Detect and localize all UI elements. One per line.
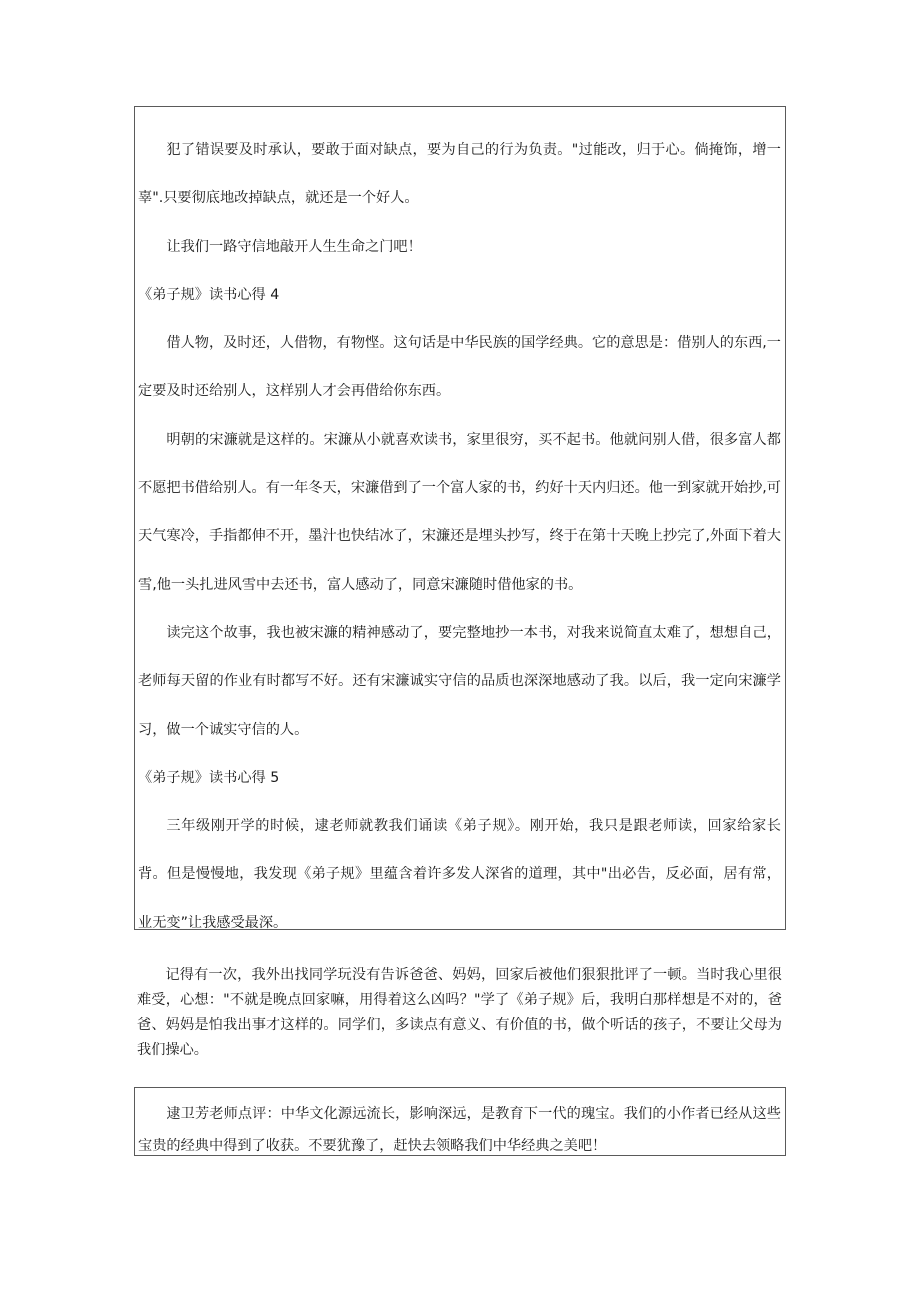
paragraph-borrowing: 借人物，及时还，人借物，有物悭。这句话是中华民族的国学经典。它的意思是：借别人的东西,一定要及时还给别人，这样别人才会再借给你东西。 — [138, 335, 781, 400]
section-heading-5: 《弟子规》读书心得 5 — [138, 769, 280, 786]
paragraph-admit-mistakes: 犯了错误要及时承认，要敢于面对缺点，要为自己的行为负责。"过能改，归于心。倘掩饰，增一辜".只要彻底地改掉缺点，就还是一个好人。 — [138, 142, 781, 207]
paragraph-reflection: 读完这个故事，我也被宋濂的精神感动了，要完整地抄一本书，对我来说简直太难了，想想自己，老师每天留的作业有时都写不好。还有宋濂诚实守信的品质也深深地感动了我。以后，我一定向宋濂学习，做一个诚实守信的人。 — [138, 624, 781, 738]
paragraph-keep-faith: 让我们一路守信地敲开人生生命之门吧！ — [166, 238, 422, 255]
essay-box — [134, 106, 786, 930]
paragraph-going-out: 记得有一次，我外出找同学玩没有告诉爸爸、妈妈，回家后被他们狠狠批评了一顿。当时我心里很难受，心想："不就是晚点回家嘛，用得着这么凶吗？"学了《弟子规》后，我明白那样想是不对的，爸爸、妈妈是怕我出事才这样的。同学们，多读点有意义、有价值的书，做个听话的孩子，不要让父母为我们操心。 — [137, 967, 782, 1058]
standalone-paragraph-block — [137, 963, 782, 1063]
section-heading-4: 《弟子规》读书心得 4 — [138, 286, 280, 303]
paragraph-song-lian-story: 明朝的宋濂就是这样的。宋濂从小就喜欢读书，家里很穷，买不起书。他就问别人借，很多富人都不愿把书借给别人。有一年冬天，宋濂借到了一个富人家的书，约好十天内归还。他一到家就开始抄,可天气寒冷，手指都伸不开，墨汁也快结冰了，宋濂还是埋头抄写，终于在第十天晚上抄完了,外面下着大雪,他一头扎进风雪中去还书，富人感动了，同意宋濂随时借他家的书。 — [138, 431, 781, 593]
paragraph-third-grade: 三年级刚开学的时候，逮老师就教我们诵读《弟子规》。刚开始，我只是跟老师读，回家给家长背。但是慢慢地，我发现《弟子规》里蕴含着许多发人深省的道理，其中"出必告，反必面，居有常，业无变”让我感受最深。 — [138, 818, 781, 931]
teacher-comment-box — [134, 1087, 786, 1156]
teacher-comment-text: 逮卫芳老师点评：中华文化源远流长，影响深远，是教育下一代的瑰宝。我们的小作者已经从这些宝贵的经典中得到了收获。不要犹豫了，赶快去领略我们中华经典之美吧！ — [138, 1106, 781, 1154]
